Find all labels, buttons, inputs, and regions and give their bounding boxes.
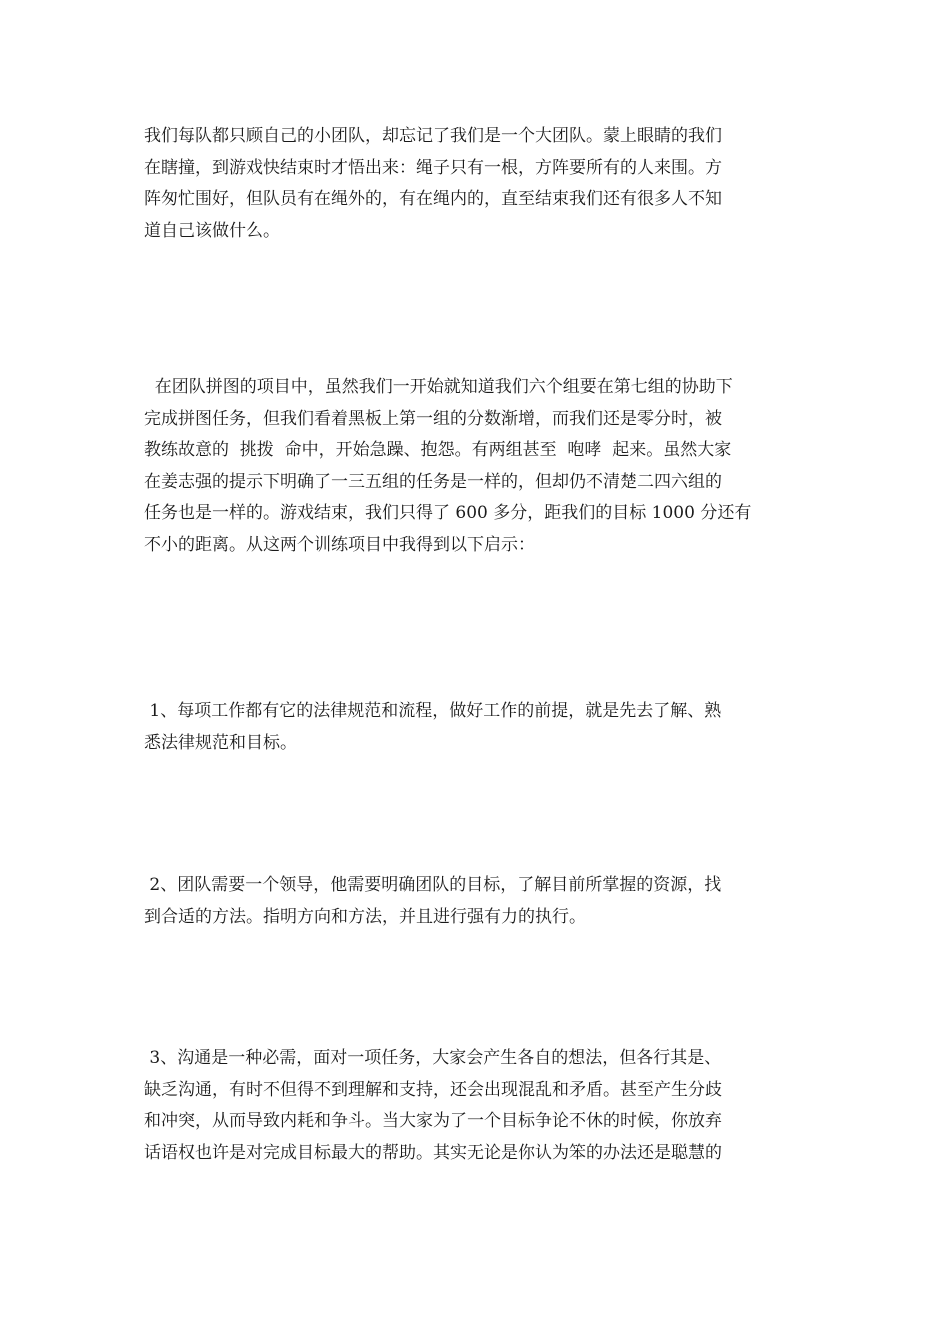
- text-line: 1、每项工作都有它的法律规范和流程，做好工作的前提，就是先去了解、熟: [144, 701, 722, 721]
- text-line: 教练故意的 挑拨 命中，开始急躁、抱怨。有两组甚至 咆哮 起来。虽然大家: [144, 440, 732, 460]
- text-line: 在团队拼图的项目中，虽然我们一开始就知道我们六个组要在第七组的协助下: [144, 377, 733, 397]
- text-line: 任务也是一样的。游戏结束，我们只得了 600 多分，距我们的目标 1000 分还有: [144, 503, 752, 523]
- paragraph-lesson-2: [144, 870, 814, 933]
- text-line: 和冲突，从而导致内耗和争斗。当大家为了一个目标争论不休的时候，你放弃: [144, 1111, 722, 1131]
- paragraph-lesson-1: [144, 696, 814, 759]
- text-line: 道自己该做什么。: [144, 220, 280, 241]
- text-line: 缺乏沟通，有时不但得不到理解和支持，还会出现混乱和矛盾。甚至产生分歧: [144, 1079, 722, 1100]
- paragraph-puzzle-project: [144, 372, 814, 561]
- text-line: 悉法律规范和目标。: [144, 732, 297, 753]
- text-line: 在瞎撞，到游戏快结束时才悟出来：绳子只有一根，方阵要所有的人来围。方: [144, 157, 722, 178]
- text-line: 我们每队都只顾自己的小团队，却忘记了我们是一个大团队。蒙上眼睛的我们: [144, 126, 722, 146]
- paragraph-lesson-3: [144, 1043, 814, 1169]
- text-line: 到合适的方法。指明方向和方法，并且进行强有力的执行。: [144, 906, 586, 927]
- text-line: 2、团队需要一个领导，他需要明确团队的目标，了解目前所掌握的资源，找: [144, 875, 722, 895]
- paragraph-team-rope-game: [144, 121, 814, 247]
- text-line: 话语权也许是对完成目标最大的帮助。其实无论是你认为笨的办法还是聪慧的: [144, 1142, 722, 1163]
- text-line: 阵匆忙围好，但队员有在绳外的，有在绳内的，直至结束我们还有很多人不知: [144, 189, 722, 209]
- text-line: 在姜志强的提示下明确了一三五组的任务是一样的，但却仍不清楚二四六组的: [144, 471, 722, 492]
- text-line: 不小的距离。从这两个训练项目中我得到以下启示：: [144, 534, 535, 555]
- text-line: 3、沟通是一种必需，面对一项任务，大家会产生各自的想法，但各行其是、: [144, 1048, 722, 1068]
- text-line: 完成拼图任务，但我们看着黑板上第一组的分数渐增，而我们还是零分时，被: [144, 408, 722, 429]
